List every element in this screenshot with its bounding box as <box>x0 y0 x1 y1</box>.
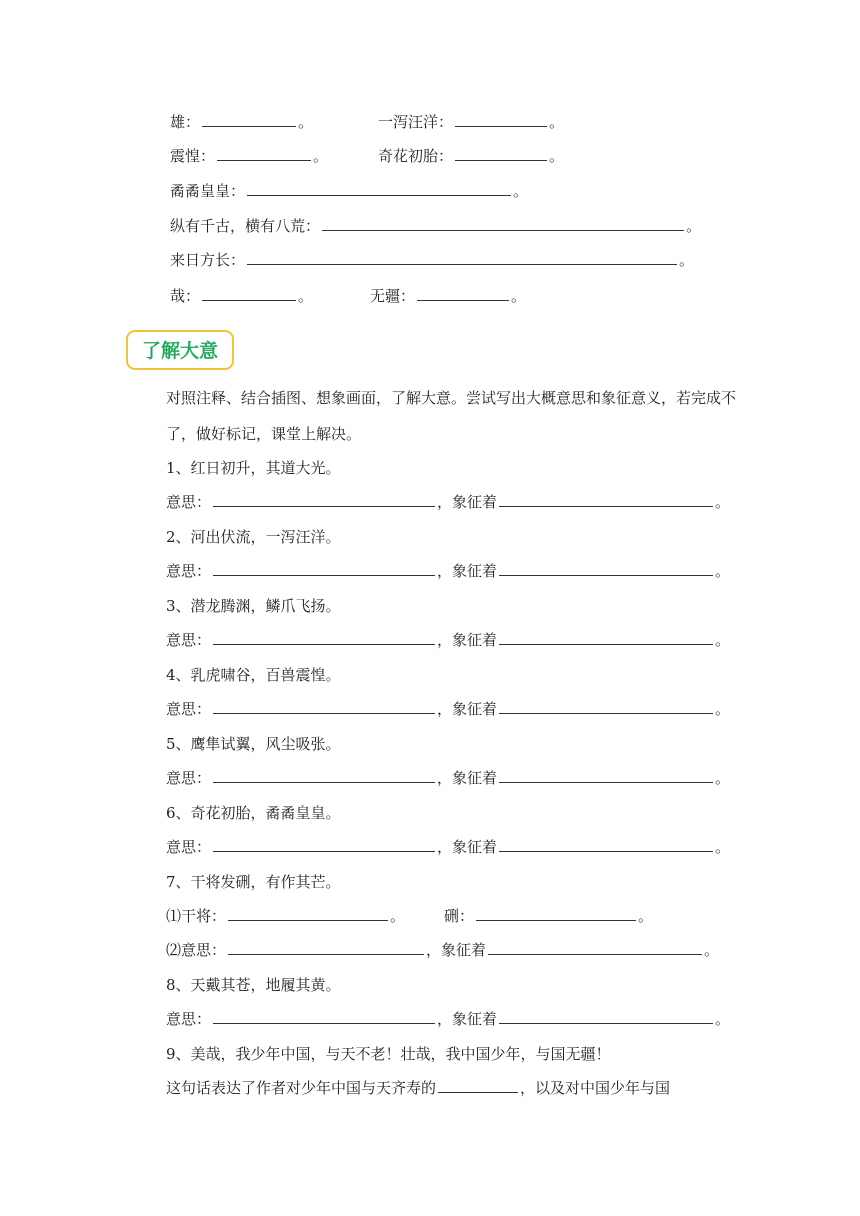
answer-blank[interactable] <box>247 250 677 265</box>
symbol-blank[interactable] <box>499 1009 713 1024</box>
answer-blank[interactable] <box>438 1078 518 1093</box>
vocab-row-3: 矞矞皇皇： 。 <box>170 182 529 200</box>
meaning-blank[interactable] <box>213 561 435 576</box>
section-badge <box>126 330 234 370</box>
answer-blank[interactable] <box>202 112 296 127</box>
answer-blank[interactable] <box>455 146 547 161</box>
vocab-row-6: 哉： 。 <box>170 287 314 305</box>
vocab-term: 一泻汪洋： <box>378 113 454 131</box>
vocab-row-2b: 奇花初胎： 。 <box>378 147 565 165</box>
vocab-term: 来日方长： <box>170 251 246 269</box>
xing-blank[interactable] <box>476 906 636 921</box>
vocab-term: 哉： <box>170 287 201 305</box>
item-6: 6、奇花初胎，矞矞皇皇。 <box>166 804 341 822</box>
symbol-blank[interactable] <box>499 699 713 714</box>
vocab-row-4: 纵有千古，横有八荒： 。 <box>170 217 702 235</box>
symbol-blank[interactable] <box>488 940 702 955</box>
answer-row-3: 意思： ，象征着 。 <box>166 631 731 649</box>
section-title: 了解大意 <box>141 340 218 362</box>
meaning-blank[interactable] <box>213 630 435 645</box>
answer-row-5: 意思： ，象征着 。 <box>166 769 731 787</box>
answer-row-1: 意思： ，象征着 。 <box>166 493 731 511</box>
meaning-blank[interactable] <box>213 837 435 852</box>
item-8: 8、天戴其苍，地履其黄。 <box>166 976 341 994</box>
meaning-blank[interactable] <box>228 940 424 955</box>
vocab-term: 雄： <box>170 113 201 131</box>
answer-row-7a: ⑴干将： 。 <box>166 907 406 925</box>
item-1: 1、红日初升，其道大光。 <box>166 459 341 477</box>
answer-blank[interactable] <box>455 112 547 127</box>
meaning-blank[interactable] <box>213 492 435 507</box>
answer-row-2: 意思： ，象征着 。 <box>166 562 731 580</box>
symbol-blank[interactable] <box>499 837 713 852</box>
symbol-blank[interactable] <box>499 561 713 576</box>
answer-row-7b: 硎： 。 <box>444 907 654 925</box>
intro-paragraph: 对照注释、结合插图、想象画面，了解大意。尝试写出大概意思和象征意义，若完成不了，做好标记，课堂上解决。 <box>166 389 737 443</box>
vocab-term: 震惶： <box>170 147 216 165</box>
vocab-row-6b: 无疆： 。 <box>370 287 527 305</box>
vocab-row-5: 来日方长： 。 <box>170 251 695 269</box>
vocab-row-1b: 一泻汪洋： 。 <box>378 113 565 131</box>
vocab-term: 奇花初胎： <box>378 147 454 165</box>
answer-blank[interactable] <box>217 146 311 161</box>
symbol-blank[interactable] <box>499 630 713 645</box>
answer-row-6: 意思： ，象征着 。 <box>166 838 731 856</box>
symbol-blank[interactable] <box>499 768 713 783</box>
ganjiang-blank[interactable] <box>228 906 388 921</box>
item-3: 3、潜龙腾渊，鳞爪飞扬。 <box>166 597 341 615</box>
vocab-term: 矞矞皇皇： <box>170 182 246 200</box>
answer-blank[interactable] <box>417 286 509 301</box>
meaning-blank[interactable] <box>213 699 435 714</box>
item-4: 4、乳虎啸谷，百兽震惶。 <box>166 666 341 684</box>
answer-row-7c: ⑵意思： ，象征着 。 <box>166 941 720 959</box>
symbol-blank[interactable] <box>499 492 713 507</box>
answer-blank[interactable] <box>202 286 296 301</box>
vocab-row-1: 雄： 。 <box>170 113 314 131</box>
vocab-term: 纵有千古，横有八荒： <box>170 217 321 235</box>
answer-blank[interactable] <box>247 181 511 196</box>
vocab-term: 无疆： <box>370 287 416 305</box>
item-9-question: 这句话表达了作者对少年中国与天齐寿的 ，以及对中国少年与国 <box>166 1079 671 1097</box>
answer-blank[interactable] <box>322 216 684 231</box>
item-9: 9、美哉，我少年中国，与天不老！壮哉，我中国少年，与国无疆！ <box>166 1045 611 1063</box>
vocab-row-2: 震惶： 。 <box>170 147 329 165</box>
item-7: 7、干将发硎，有作其芒。 <box>166 873 341 891</box>
meaning-blank[interactable] <box>213 768 435 783</box>
item-5: 5、鹰隼试翼，风尘吸张。 <box>166 735 341 753</box>
answer-row-8: 意思： ，象征着 。 <box>166 1010 731 1028</box>
answer-row-4: 意思： ，象征着 。 <box>166 700 731 718</box>
item-2: 2、河出伏流，一泻汪洋。 <box>166 528 341 546</box>
meaning-blank[interactable] <box>213 1009 435 1024</box>
